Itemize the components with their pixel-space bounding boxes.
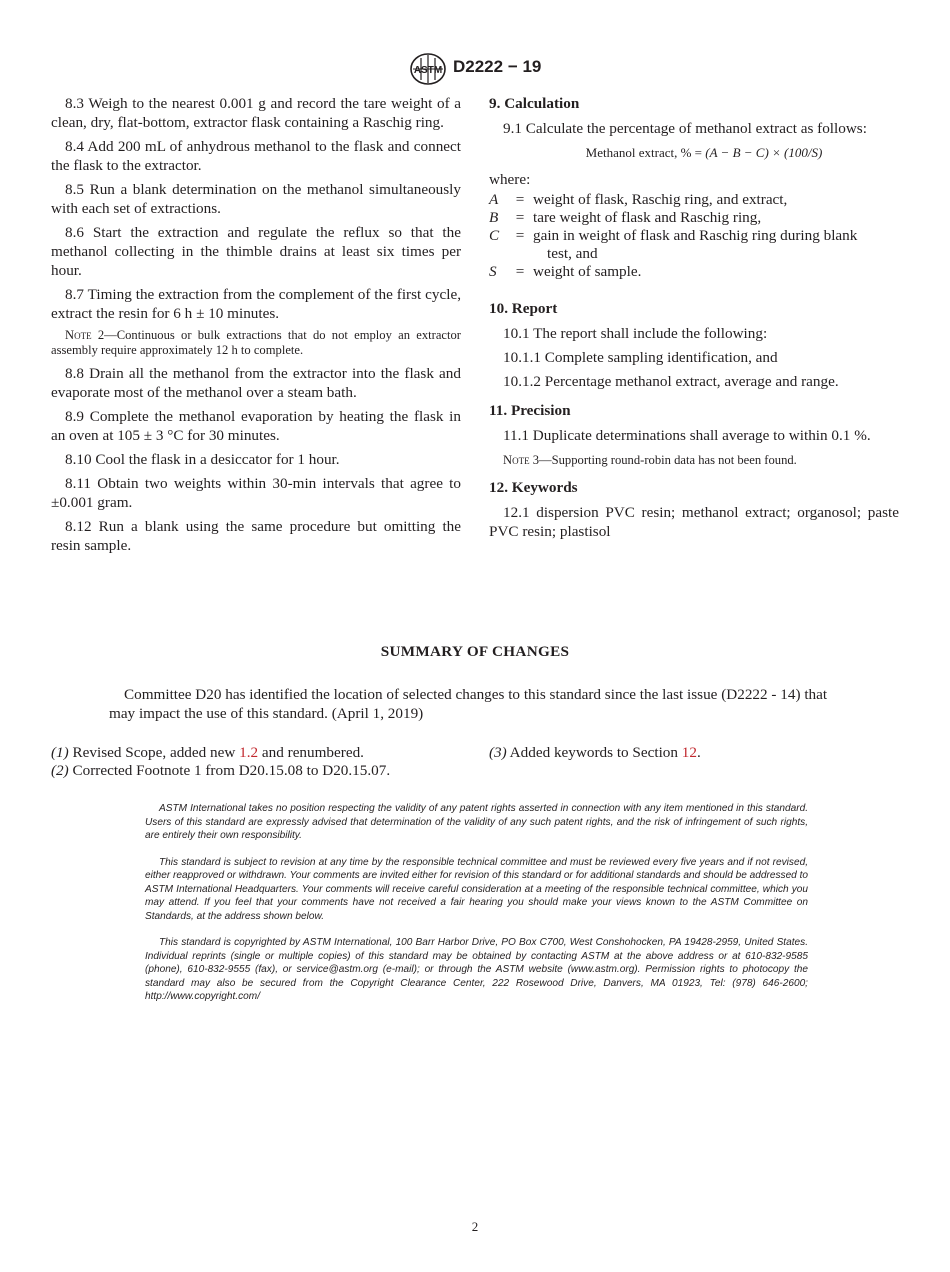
variable-definitions [489, 191, 899, 281]
revision-disclaimer: This standard is subject to revision at any time by the responsible technical committee and must be reviewed every five years and if not revised, either reapproved or withdrawn. Your comments are invited either for revision of this standard or for additional standards and should be addressed to ASTM International Headquarters. Your comments will receive careful consideration at a meeting of the responsible technical committee, which you may attend. If you feel that your comments have not received a fair hearing you should make your views known to the ASTM Committee on Standards, at the address shown below. [145, 856, 809, 922]
definition-equals: = [515, 263, 525, 280]
definition-symbol: S [489, 263, 497, 280]
copyright-notice: This standard is copyrighted by ASTM International, 100 Barr Harbor Drive, PO Box C700, West Conshohocken, PA 19428-2959, United States. Individual reprints (single or multiple copies) of this standard may be obtained by contacting ASTM at the above address or at 610-832-9585 (phone), 610-832-9555 (fax), or service@astm.org (e-mail); or through the ASTM website (www.astm.org). Permission rights to photocopy the standard may also be secured from the Copyright Clearance Center, 222 Rosewood Drive, Danvers, MA 01923, Tel: (978) 646-2600; http://www.copyright.com/ [145, 937, 808, 1002]
paragraph-8-11: 8.11 Obtain two weights within 30-min intervals that agree to ±0.001 gram. [51, 475, 461, 511]
definition-text: tare weight of flask and Raschig ring, [533, 209, 762, 226]
paragraph-8-10: 8.10 Cool the flask in a desiccator for 1 hour. [65, 451, 340, 468]
page-number: 2 [471, 1219, 479, 1234]
svg-text:ASTM: ASTM [413, 65, 443, 76]
definition-text-main: gain in weight of flask and Raschig ring during blank [533, 227, 858, 244]
change-number: (1) [51, 744, 69, 761]
definition-symbol: C [489, 227, 500, 244]
change-item-1 [51, 744, 471, 762]
change-text-tail: . [696, 744, 701, 761]
change-item-2 [51, 762, 471, 780]
definition-symbol: B [489, 209, 499, 226]
paragraph-10-1-1: 10.1.1 Complete sampling identification, and [503, 349, 778, 366]
note-3-label: Note [503, 453, 530, 467]
note-3-text: 3—Supporting round-robin data has not been found. [529, 453, 797, 467]
paragraph-8-5: 8.5 Run a blank determination on the methanol simultaneously with each set of extractions. [51, 181, 461, 217]
paragraph-8-3: 8.3 Weigh to the nearest 0.001 g and record the tare weight of a clean, dry, flat-bottom, extractor flask containing a Raschig ring. [51, 95, 461, 131]
definition-row [489, 209, 899, 227]
methanol-extract-equation [489, 143, 899, 162]
change-text: Added keywords to Section [506, 744, 682, 761]
paragraph-11-1: 11.1 Duplicate determinations shall average to within 0.1 %. [503, 427, 871, 444]
summary-intro: Committee D20 has identified the location of selected changes to this standard since the last issue (D2222 - 14) that may impact the use of this standard. (April 1, 2019) [109, 686, 828, 722]
paragraph-9-1: 9.1 Calculate the percentage of methanol extract as follows: [503, 120, 867, 137]
definition-equals: = [515, 191, 525, 208]
section-link-12[interactable]: 12 [681, 744, 697, 761]
note-2-text: 2—Continuous or bulk extractions that do not employ an extractor assembly require approximately 12 h to complete. [51, 328, 461, 357]
left-column [51, 94, 461, 560]
section-link-1-2[interactable]: 1.2 [239, 744, 259, 761]
definition-text-continuation: test, and [547, 245, 598, 262]
note-2-label: Note [65, 328, 92, 342]
equation-lhs: Methanol extract, % = [585, 145, 706, 160]
change-text-tail: and renumbered. [258, 744, 364, 761]
change-text: Corrected Footnote 1 from D20.15.08 to D20.15.07. [68, 762, 391, 779]
changes-list-right [489, 744, 909, 762]
section-9-heading: 9. Calculation [489, 95, 580, 112]
definition-text: weight of flask, Raschig ring, and extract, [533, 191, 788, 208]
note-3 [489, 453, 899, 468]
change-number: (3) [489, 744, 507, 761]
right-column [489, 94, 899, 546]
section-12-heading: 12. Keywords [489, 479, 578, 496]
definition-row [489, 227, 899, 263]
definition-row [489, 191, 899, 209]
paragraph-12-1: 12.1 dispersion PVC resin; methanol extract; organosol; paste PVC resin; plastisol [489, 504, 899, 540]
definition-equals: = [515, 227, 525, 244]
standard-designation: D2222 − 19 [453, 57, 542, 76]
paragraph-10-1: 10.1 The report shall include the following: [503, 325, 768, 342]
where-label: where: [489, 171, 531, 188]
equation-rhs: (A − B − C) × (100/S) [705, 145, 823, 160]
paragraph-8-8: 8.8 Drain all the methanol from the extractor into the flask and evaporate most of the methanol over a steam bath. [51, 365, 461, 401]
note-2 [51, 328, 461, 358]
section-10-heading: 10. Report [489, 300, 558, 317]
paragraph-8-4: 8.4 Add 200 mL of anhydrous methanol to the flask and connect the flask to the extractor. [51, 138, 461, 174]
page-header [0, 52, 950, 86]
change-number: (2) [51, 762, 69, 779]
summary-of-changes-title: SUMMARY OF CHANGES [380, 643, 570, 660]
definition-text [533, 227, 899, 263]
paragraph-8-7: 8.7 Timing the extraction from the complement of the first cycle, extract the resin for 6 h ± 10 minutes. [51, 286, 461, 322]
change-text: Revised Scope, added new [68, 744, 240, 761]
astm-logo-icon [409, 52, 447, 86]
definition-text: weight of sample. [533, 263, 642, 280]
definition-symbol: A [489, 191, 499, 208]
patent-disclaimer: ASTM International takes no position respecting the validity of any patent rights asserted in connection with any item mentioned in this standard. Users of this standard are expressly advised that determination of the validity of any such patent rights, and the risk of infringement of such rights, are entirely their own responsibility. [145, 803, 808, 841]
section-11-heading: 11. Precision [489, 402, 571, 419]
definition-equals: = [515, 209, 525, 226]
change-item-3 [489, 744, 909, 762]
changes-list-left [51, 744, 471, 780]
paragraph-8-12: 8.12 Run a blank using the same procedure but omitting the resin sample. [51, 518, 461, 554]
paragraph-8-9: 8.9 Complete the methanol evaporation by heating the flask in an oven at 105 ± 3 °C for 30 minutes. [51, 408, 461, 444]
paragraph-8-6: 8.6 Start the extraction and regulate the reflux so that the methanol collecting in the thimble drains at least six times per hour. [51, 224, 461, 279]
paragraph-10-1-2: 10.1.2 Percentage methanol extract, average and range. [503, 373, 839, 390]
legal-disclaimers [145, 802, 808, 1017]
definition-row [489, 263, 899, 281]
